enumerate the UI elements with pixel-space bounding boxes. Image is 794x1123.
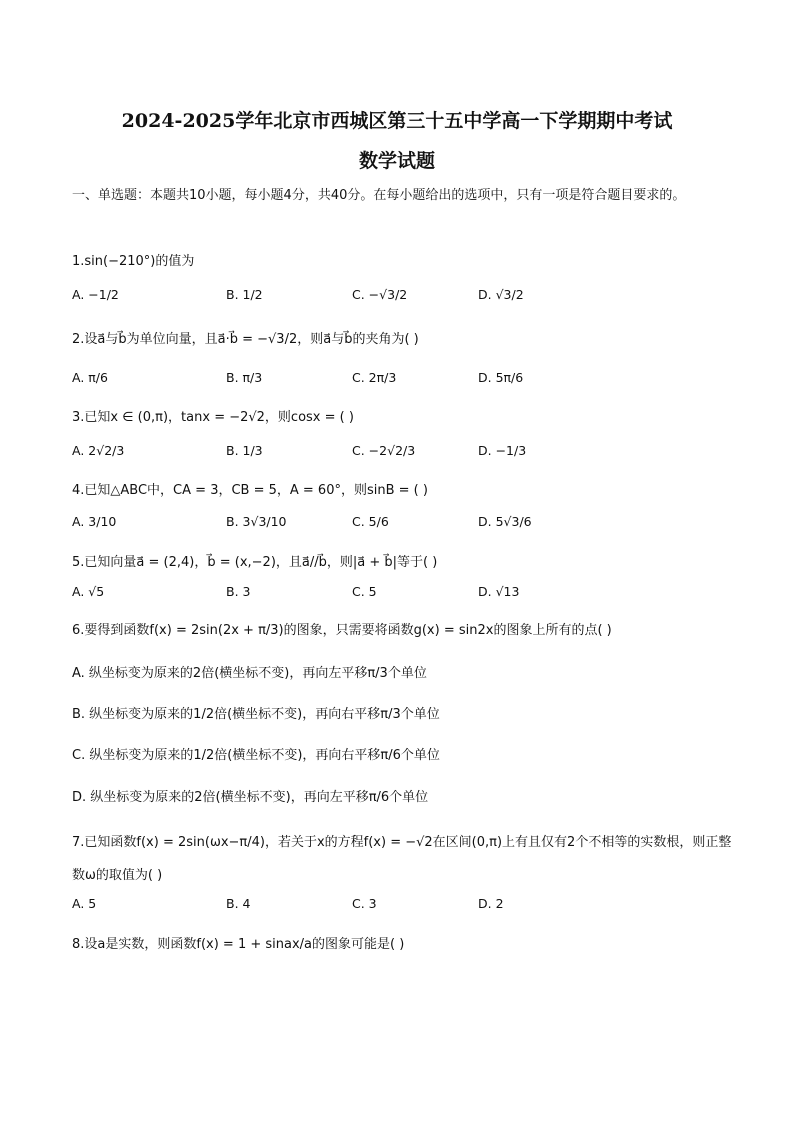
option-c: C. 5/6 [352,514,389,529]
question-2: 2.设a⃗与b⃗为单位向量，且a⃗·b⃗ = −√3/2，则a⃗与b⃗的夹角为( ) [72,332,419,347]
option-a: A. −1/2 [72,287,119,302]
option-c: C. 2π/3 [352,370,397,385]
option-b: B. 4 [226,896,251,911]
question-3: 3.已知x ∈ (0,π)，tanx = −2√2，则cosx = ( ) [72,410,354,425]
option-a: A. √5 [72,584,105,599]
option-a: A. π/6 [72,370,108,385]
option-d: D. √13 [478,584,520,599]
option-d: D. 2 [478,896,504,911]
option-a: A. 2√2/3 [72,443,125,458]
option-d: D. √3/2 [478,287,524,302]
option-b: B. 1/2 [226,287,263,302]
question-5: 5.已知向量a⃗ = (2,4)，b⃗ = (x,−2)，且a⃗//b⃗，则|a⃗ + b⃗|等于( ) [72,555,438,570]
option-a: A. 5 [72,896,97,911]
option-b: B. 1/3 [226,443,263,458]
question-1: 1.sin(−210°)的值为 [72,254,195,269]
question-7: 7.已知函数f(x) = 2sin(ωx−π/4)，若关于x的方程f(x) = −√2在区间(0,π)上有且仅有2个不相等的实数根，则正整数ω的取值为( ) [72,835,732,883]
option-c: C. 3 [352,896,377,911]
option-d: D. 5√3/6 [478,514,532,529]
option-b: B. 3 [226,584,251,599]
option-d: D. −1/3 [478,443,527,458]
section-instructions: 一、单选题：本题共10小题，每小题4分，共40分。在每小题给出的选项中，只有一项是符合题目要求的。 [72,188,686,203]
option-a: A. 3/10 [72,514,117,529]
question-6-option-c: C. 纵坐标变为原来的1/2倍(横坐标不变)，再向右平移π/6个单位 [72,748,440,763]
question-6-option-d: D. 纵坐标变为原来的2倍(横坐标不变)，再向左平移π/6个单位 [72,790,429,805]
option-d: D. 5π/6 [478,370,524,385]
question-4: 4.已知△ABC中，CA = 3，CB = 5，A = 60°，则sinB = ( ) [72,483,428,498]
option-c: C. 5 [352,584,377,599]
exam-title: 2024-2025学年北京市西城区第三十五中学高一下学期期中考试 [121,110,673,132]
question-6-option-a: A. 纵坐标变为原来的2倍(横坐标不变)，再向左平移π/3个单位 [72,666,427,681]
option-c: C. −2√2/3 [352,443,416,458]
question-6: 6.要得到函数f(x) = 2sin(2x + π/3)的图象，只需要将函数g(x) = sin2x的图象上所有的点( ) [72,623,612,638]
option-c: C. −√3/2 [352,287,408,302]
question-6-option-b: B. 纵坐标变为原来的1/2倍(横坐标不变)，再向右平移π/3个单位 [72,707,440,722]
option-b: B. π/3 [226,370,263,385]
exam-subtitle: 数学试题 [358,150,435,172]
question-8: 8.设a是实数，则函数f(x) = 1 + sinax/a的图象可能是( ) [72,937,405,952]
option-b: B. 3√3/10 [226,514,287,529]
